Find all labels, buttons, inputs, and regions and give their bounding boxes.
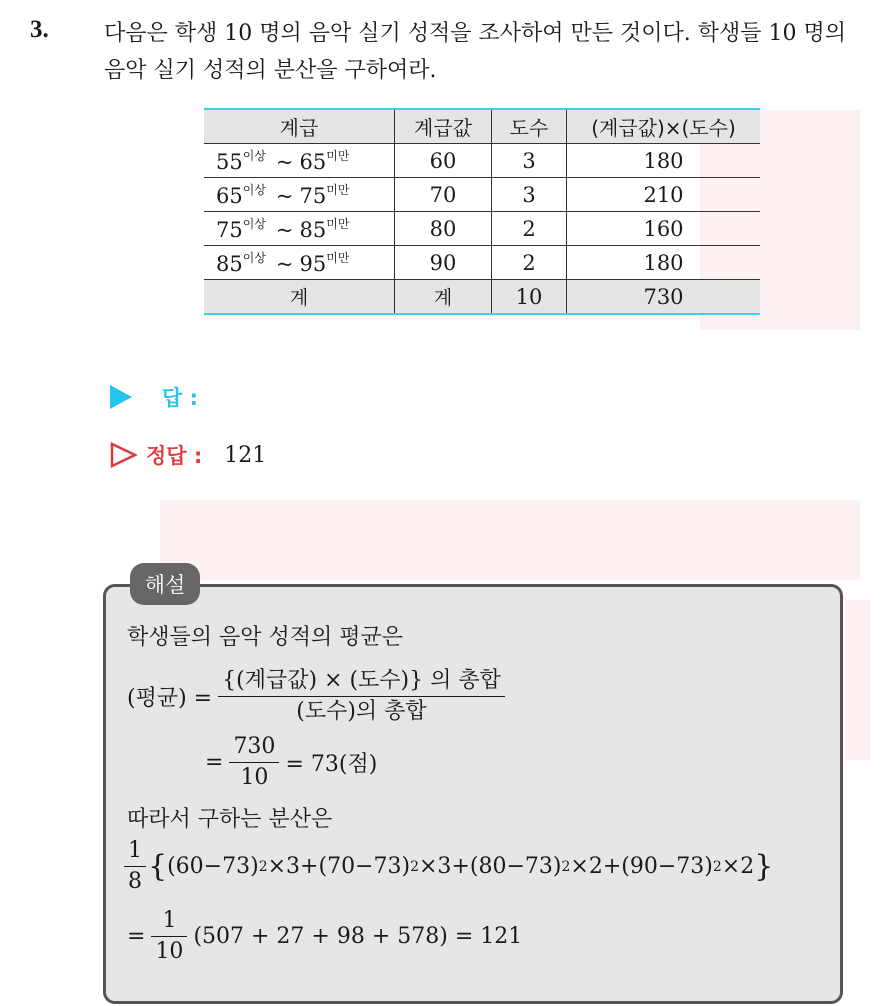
close-brace: } <box>754 849 774 884</box>
explanation-line <box>127 802 332 833</box>
header-class: 계급 <box>204 109 395 144</box>
product: 180 <box>567 144 761 178</box>
fraction-denominator: 8 <box>128 869 142 894</box>
class-range: $75^{이상}$ ~ $85^{미만}$ <box>204 212 395 246</box>
variance-intro: 따라서 구하는 분산은 <box>127 807 333 832</box>
answer-row <box>110 382 198 412</box>
mean-value: = 73(점) <box>285 752 378 777</box>
fraction-numerator: 1 <box>128 838 142 863</box>
explanation-tab: 해설 <box>130 563 200 605</box>
play-triangle-icon <box>110 385 132 409</box>
table-row <box>204 246 760 280</box>
answer-label: 답 : <box>162 386 198 410</box>
frequency: 2 <box>492 246 567 280</box>
class-range: $65^{이상}$ ~ $75^{미만}$ <box>204 178 395 212</box>
class-range: $55^{이상}$ ~ $65^{미만}$ <box>204 144 395 178</box>
mean-value-fraction <box>229 732 279 793</box>
explanation-line <box>127 620 403 651</box>
total-label: 계 <box>204 280 395 315</box>
header-class-value: 계급값 <box>395 109 492 144</box>
class-value: 60 <box>395 144 492 178</box>
table-row <box>204 178 760 212</box>
mean-result <box>205 732 377 793</box>
frequency: 3 <box>492 144 567 178</box>
fraction-numerator: 730 <box>233 734 276 759</box>
variance-result <box>127 906 522 967</box>
variance-coefficient <box>124 836 146 897</box>
total-frequency: 10 <box>492 280 567 315</box>
variance-term: (90−73) <box>621 854 713 879</box>
term-multiplier: ×3 <box>267 854 301 879</box>
eq-prefix: = <box>127 924 146 949</box>
variance-result-fraction <box>151 906 187 967</box>
class-range: $85^{이상}$ ~ $95^{미만}$ <box>204 246 395 280</box>
fraction-numerator: 1 <box>162 908 177 933</box>
term-multiplier: ×3 <box>419 854 452 879</box>
outline-triangle-icon <box>110 442 138 468</box>
mean-lhs: (평균) = <box>127 686 213 711</box>
table-row <box>204 212 760 246</box>
product: 180 <box>567 246 761 280</box>
table-header-row <box>204 109 760 144</box>
class-value: 90 <box>395 246 492 280</box>
table-total-row <box>204 280 760 315</box>
fraction-denominator: 10 <box>155 939 184 964</box>
mean-fraction <box>218 666 505 727</box>
variance-term: (80−73) <box>469 854 562 879</box>
total-product: 730 <box>567 280 761 315</box>
solution-row <box>110 440 266 470</box>
variance-term: (70−73) <box>318 854 411 879</box>
variance-value: (507 + 27 + 98 + 578) = 121 <box>193 924 523 949</box>
mean-denominator: (도수)의 총합 <box>296 699 427 724</box>
solution-value: 121 <box>224 442 267 468</box>
header-frequency: 도수 <box>492 109 567 144</box>
question-text: 다음은 학생 10 명의 음악 실기 성적을 조사하여 만든 것이다. 학생들 10 명의 음악 실기 성적의 분산을 구하여라. <box>104 21 846 83</box>
question-number: 3. <box>30 16 49 43</box>
open-brace: { <box>148 849 168 884</box>
table-row <box>204 144 760 178</box>
solution-label: 정답 : <box>146 444 203 468</box>
frequency-table <box>204 108 760 315</box>
header-product: (계급값)×(도수) <box>567 109 761 144</box>
frequency: 3 <box>492 178 567 212</box>
mean-numerator: {(계급값) × (도수)} 의 총합 <box>222 668 501 693</box>
term-multiplier: ×2 <box>721 854 755 879</box>
fraction-denominator: 10 <box>240 765 269 790</box>
watermark <box>160 500 860 580</box>
term-multiplier: ×2 <box>570 854 603 879</box>
mean-intro: 학생들의 음악 성적의 평균은 <box>127 625 404 650</box>
frequency: 2 <box>492 212 567 246</box>
product: 160 <box>567 212 761 246</box>
mean-equation <box>127 666 511 727</box>
class-value: 70 <box>395 178 492 212</box>
variance-term: (60−73) <box>167 854 259 879</box>
product: 210 <box>567 178 761 212</box>
class-value: 80 <box>395 212 492 246</box>
eq-prefix: = <box>205 750 224 775</box>
total-value-label: 계 <box>395 280 492 315</box>
variance-expression: $\frac{1}{8}$ { (60−73) 2 ×3 + (70−73) 2 ×3 + (80−73) 2 ×2 + (90−73) 2 ×2 } <box>122 836 773 897</box>
watermark <box>845 600 870 760</box>
